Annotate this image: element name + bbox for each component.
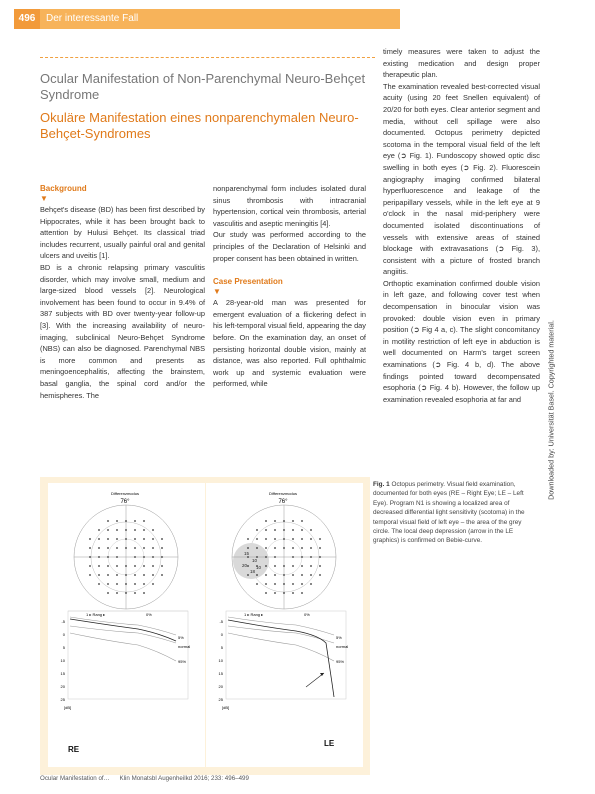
background-heading: Background bbox=[40, 184, 87, 193]
column-1 bbox=[40, 183, 205, 401]
curve-normal-label: normal bbox=[178, 644, 191, 649]
curve-0-label: 0% bbox=[304, 612, 310, 617]
caption-text: Octopus perimetry. Visual field examination, documented for both eyes (RE – Right Eye; LE – Left Eye). Program N1 is showing a localized area of decreased differential light sensitivity (scotoma) in the temporal visual field of left eye – the area of the grey circle. The local deep depression (arrow in the LE graphics) is confirmed on Bebie-curve. bbox=[373, 481, 525, 545]
degree-label: 76° bbox=[278, 499, 288, 505]
column-2 bbox=[213, 183, 366, 390]
y-tick-label: 0 bbox=[220, 632, 223, 637]
paragraph: Behçet's disease (BD) has been first described by Hippocrates, while it has been brought back to attention by Hulusi Behçet. Its classical triad includes recurrent, usually painful oral and genital ulcers and uveitis [1]. bbox=[40, 205, 205, 261]
paragraph: nonparenchymal form includes isolated dural sinus thrombosis with intracranial hypertension, cortical vein thrombosis, arterial vasculitis and aseptic meningitis [4]. bbox=[213, 184, 366, 228]
page-number: 496 bbox=[14, 9, 40, 29]
scotoma-value: 15 bbox=[244, 551, 250, 556]
degree-label: 76° bbox=[120, 499, 130, 505]
perimetry-mode-label: Differenzmodus bbox=[269, 491, 297, 496]
y-tick-label: 15 bbox=[60, 671, 65, 676]
y-tick-label: 0 bbox=[62, 632, 65, 637]
depression-arrow-icon bbox=[306, 673, 324, 687]
perimetry-mode-label: Differenzmodus bbox=[111, 491, 139, 496]
curve-rank-label: 1 ▸ Rang ▸ bbox=[86, 612, 106, 617]
article-title-german: Okuläre Manifestation eines nonparenchymalen Neuro-Behçet-Syndromes bbox=[40, 110, 359, 141]
column-3 bbox=[383, 46, 540, 405]
paragraph: Orthoptic examination confirmed double vision in left gaze, and following cover test when decompensation in binocular vision was provoked: double vision even in primary position (➲ Fig 4 a, c). The slight concomitancy in motility restriction of left eye in abduction is well documented on Harm's target screen examinations (➲ Fig. 4 b, d). The above findings pointed toward decompensated esophoria (➲ Fig. 4 b). However, the follow up examination revealed esophoria at far and bbox=[383, 278, 540, 404]
footer-title: Ocular Manifestation of… bbox=[40, 775, 110, 782]
page-footer bbox=[40, 775, 257, 782]
footer-citation: Klin Monatsbl Augenheilkd 2016; 233: 496–499 bbox=[119, 775, 249, 782]
y-tick-label: 5 bbox=[220, 645, 223, 650]
le-label: LE bbox=[324, 739, 335, 748]
y-tick-label: -5 bbox=[61, 619, 65, 624]
curve-0-label: 0% bbox=[146, 612, 152, 617]
section-marker-icon: ▼ bbox=[40, 194, 48, 203]
title-divider bbox=[40, 57, 375, 58]
article-title-english: Ocular Manifestation of Non-Parenchymal Neuro-Behçet Syndrome bbox=[40, 71, 366, 102]
page-header bbox=[0, 9, 400, 29]
y-tick-label: -5 bbox=[219, 619, 223, 624]
paragraph: BD is a chronic relapsing primary vasculitis disorder, which may involve small, medium and large-sized blood vessels [2]. Neurological involvement has been found to occur in 9.4% of 387 subjects with BD over twenty-year follow-up [3]. With the increasing availability of neuro-imaging, subclinical Neuro-Behçet Syndrome (NBS) can also be diagnosed. Parenchymal NBS is more common and presents as meningoencephalitis, affecting the brainstem, basal ganglia, the spinal cord and/or the hemispheres. The bbox=[40, 262, 205, 400]
paragraph: A 28-year-old man was presented for emergent evaluation of a flickering defect in his left-temporal visual field, appearing the day before. On the examination day, an onset of persisting horizontal double vision, mainly at distance, was also reported. Full ophthalmic work up and systemic evaluation were performed, while bbox=[213, 298, 366, 389]
y-tick-label: 20 bbox=[218, 684, 223, 689]
scotoma-value: 10 bbox=[252, 558, 258, 563]
bebie-curve bbox=[228, 620, 334, 697]
re-label: RE bbox=[68, 745, 80, 754]
left-eye-panel bbox=[206, 483, 363, 767]
case-presentation-heading: Case Presentation bbox=[213, 277, 283, 287]
paragraph: The examination revealed best-corrected visual acuity (using 20 feet Snellen equivalent) of 20/20 for both eyes. Clear anterior segment and media, without cell spillage were also documented. Octopus perimetry depicted scotoma in the temporal visual field of the left eye (➲ Fig. 1). Fundoscopy showed optic disc swelling in both eyes (➲ Fig. 2). Fluorescein angiography imaging confirmed bilateral hyperfluorescence and leakage of the peripapillary vessels, while in the left eye at 9 o'clock in the nasal mid-periphery were documented isolated discontinuations of vessels with extensive areas of stained blockage with extravasations (➲ Fig. 3), consistent with a picture of frosted branch angiitis. bbox=[383, 81, 540, 277]
curve-95-label: 95% bbox=[178, 659, 187, 664]
header-bar bbox=[40, 9, 400, 29]
y-tick-label: 25 bbox=[218, 697, 223, 702]
curve-normal-label: normal bbox=[336, 644, 349, 649]
caption-label: Fig. 1 bbox=[373, 481, 390, 488]
db-axis-label: [dB] bbox=[222, 705, 230, 710]
download-notice: Downloaded by: Universität Basel. Copyrighted material. bbox=[546, 320, 556, 500]
scotoma-value: 18 bbox=[250, 569, 256, 574]
y-tick-label: 20 bbox=[60, 684, 65, 689]
y-tick-label: 25 bbox=[60, 697, 65, 702]
scotoma-value: 20 bbox=[242, 563, 248, 568]
figure-1 bbox=[40, 477, 370, 775]
curve-5-label: 5% bbox=[178, 635, 184, 640]
curve-5-label: 5% bbox=[336, 635, 342, 640]
right-eye-panel bbox=[48, 483, 205, 767]
scotoma-value: 10 bbox=[256, 565, 262, 570]
curve-95-label: 95% bbox=[336, 659, 345, 664]
curve-rank-label: 1 ▸ Rang ▸ bbox=[244, 612, 264, 617]
section-marker-icon: ▼ bbox=[213, 287, 221, 297]
db-axis-label: [dB] bbox=[64, 705, 72, 710]
y-tick-label: 10 bbox=[218, 658, 223, 663]
y-tick-label: 10 bbox=[60, 658, 65, 663]
paragraph: Our study was performed according to the principles of the Declaration of Helsinki and proper consent has been obtained in written. bbox=[213, 230, 366, 263]
section-title: Der interessante Fall bbox=[46, 13, 139, 24]
figure-caption bbox=[373, 480, 538, 546]
paragraph: timely measures were taken to adjust the existing medication and design proper therapeutic plan. bbox=[383, 47, 540, 80]
y-tick-label: 15 bbox=[218, 671, 223, 676]
y-tick-label: 5 bbox=[62, 645, 65, 650]
